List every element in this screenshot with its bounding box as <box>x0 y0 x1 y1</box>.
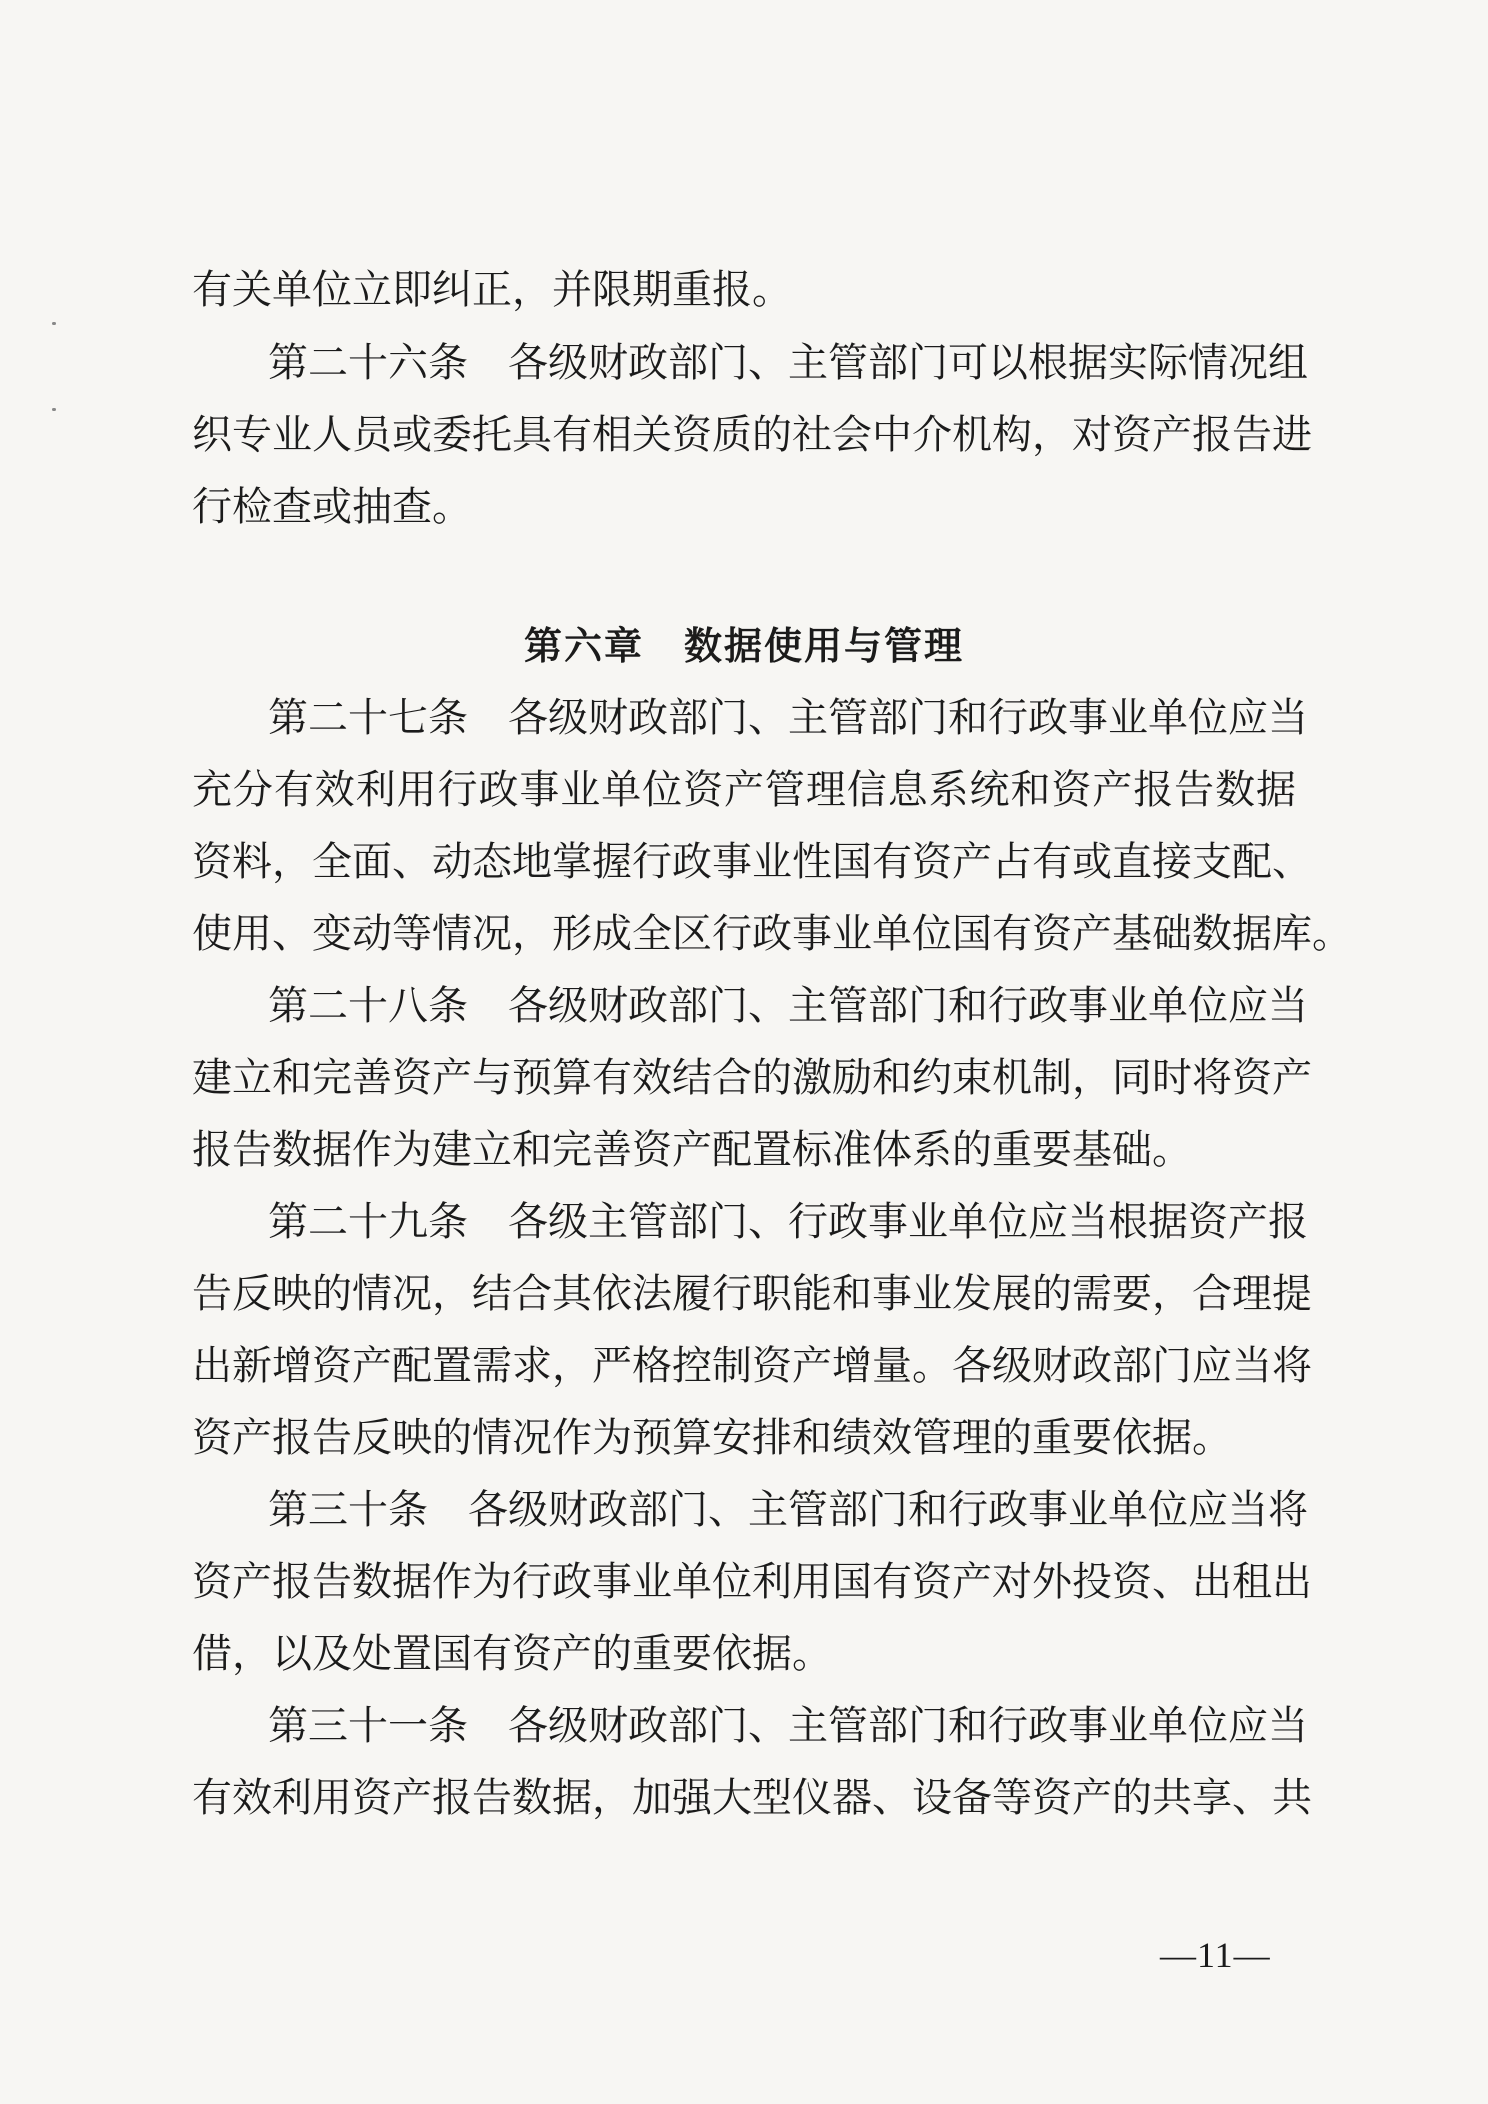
text-line: 告反映的情况，结合其依法履行职能和事业发展的需要，合理提 <box>192 1271 1312 1317</box>
article-31-heading-line: 第三十一条 各级财政部门、主管部门和行政事业单位应当 <box>268 1703 1308 1749</box>
text-line: 有关单位立即纠正，并限期重报。 <box>192 267 792 313</box>
text-line: 行检查或抽查。 <box>192 484 472 530</box>
text-line: 充分有效利用行政事业单位资产管理信息系统和资产报告数据 <box>192 767 1296 813</box>
text-line: 建立和完善资产与预算有效结合的激励和约束机制，同时将资产 <box>192 1055 1312 1101</box>
text-line: 借，以及处置国有资产的重要依据。 <box>192 1631 832 1677</box>
text-line: 出新增资产配置需求，严格控制资产增量。各级财政部门应当将 <box>192 1343 1312 1389</box>
text-line: 资产报告反映的情况作为预算安排和绩效管理的重要依据。 <box>192 1415 1232 1461</box>
text-line: 使用、变动等情况，形成全区行政事业单位国有资产基础数据库。 <box>192 911 1352 957</box>
text-line: 有效利用资产报告数据，加强大型仪器、设备等资产的共享、共 <box>192 1775 1312 1821</box>
article-27-heading-line: 第二十七条 各级财政部门、主管部门和行政事业单位应当 <box>268 695 1308 741</box>
chapter-heading: 第六章 数据使用与管理 <box>523 624 964 668</box>
text-line: 资产报告数据作为行政事业单位利用国有资产对外投资、出租出 <box>192 1559 1312 1605</box>
text-line: 报告数据作为建立和完善资产配置标准体系的重要基础。 <box>192 1127 1192 1173</box>
scan-speck <box>52 408 56 411</box>
article-30-heading-line: 第三十条 各级财政部门、主管部门和行政事业单位应当将 <box>268 1487 1308 1533</box>
text-line: 资料，全面、动态地掌握行政事业性国有资产占有或直接支配、 <box>192 839 1312 885</box>
article-29-heading-line: 第二十九条 各级主管部门、行政事业单位应当根据资产报 <box>268 1199 1308 1245</box>
page-number: —11— <box>1160 1935 1271 1975</box>
article-26-heading-line: 第二十六条 各级财政部门、主管部门可以根据实际情况组 <box>268 340 1308 386</box>
text-line: 织专业人员或委托具有相关资质的社会中介机构，对资产报告进 <box>192 412 1312 458</box>
scan-speck <box>52 322 56 325</box>
article-28-heading-line: 第二十八条 各级财政部门、主管部门和行政事业单位应当 <box>268 983 1308 1029</box>
